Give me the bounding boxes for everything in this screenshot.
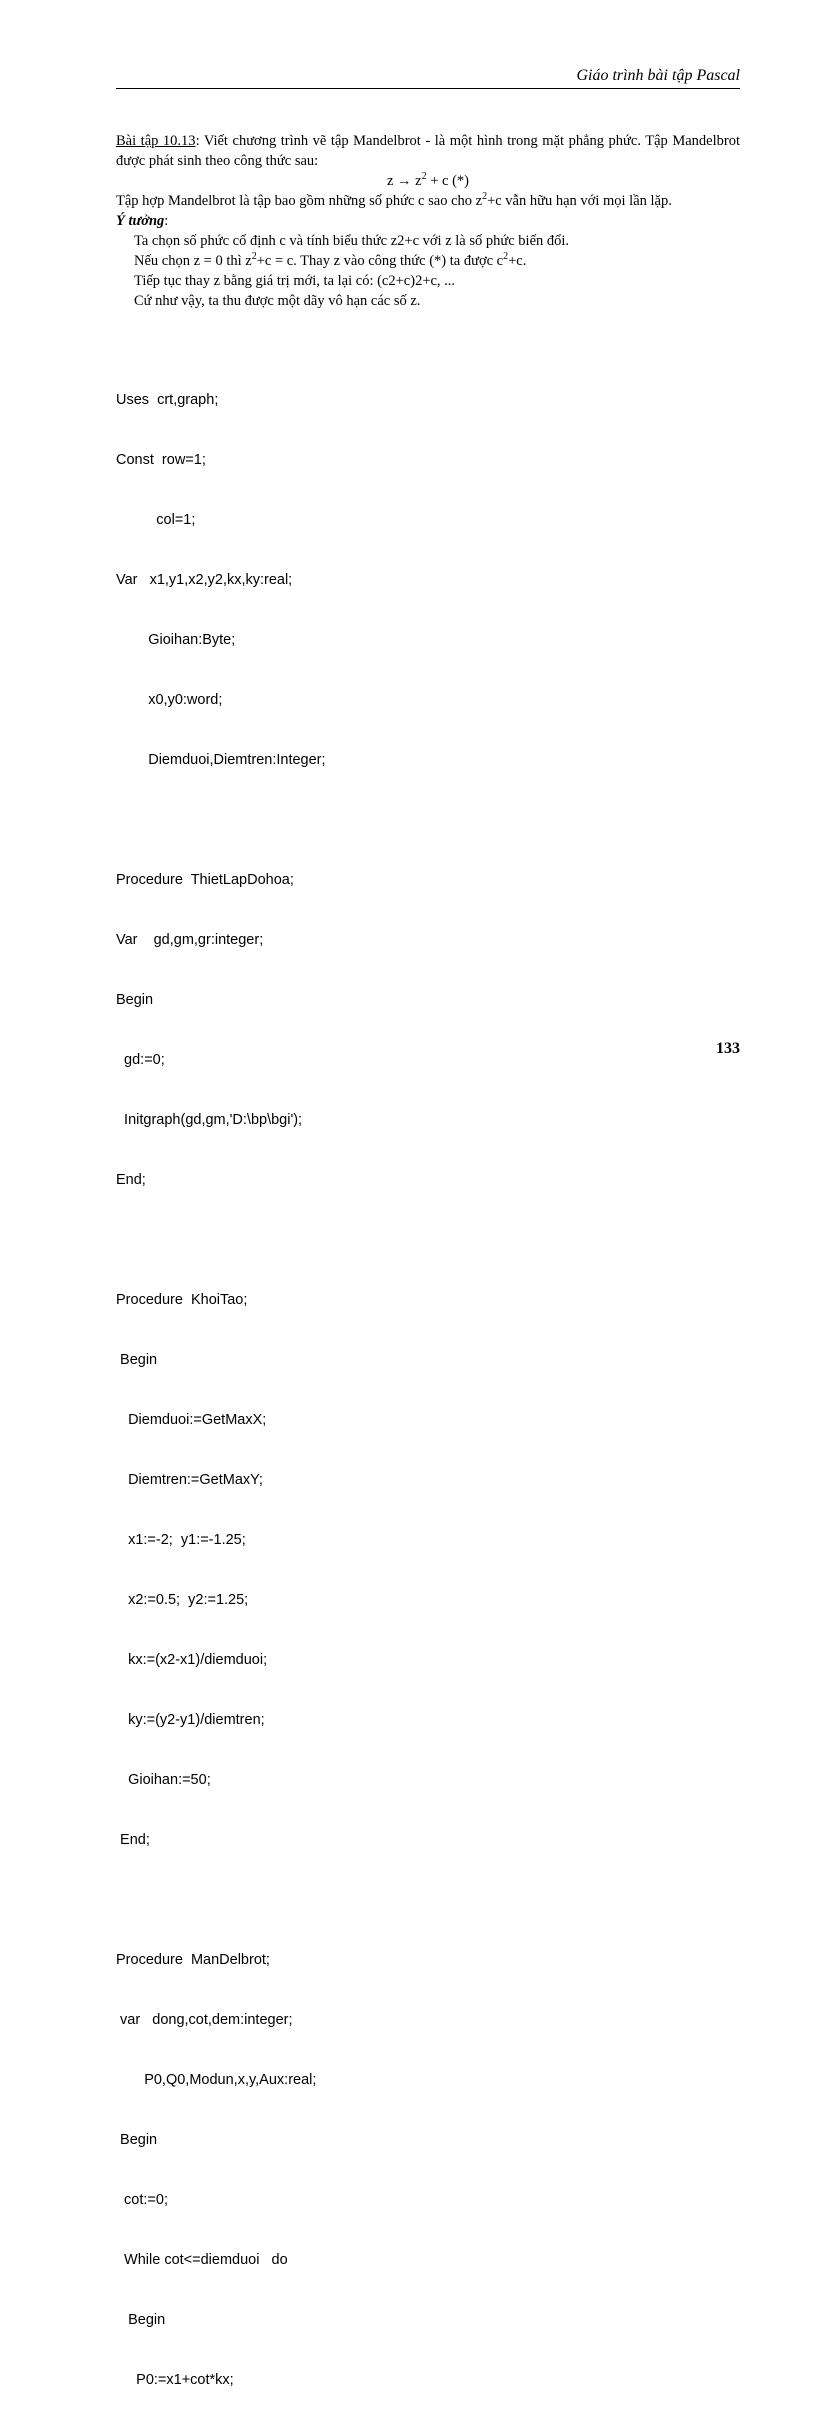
code-line: Procedure ManDelbrot; <box>116 1952 270 1968</box>
idea-heading-text: Ý tưởng <box>116 213 165 229</box>
code-line: Const row=1; <box>116 452 206 468</box>
exercise-statement <box>116 131 740 171</box>
code-line: x2:=0.5; y2:=1.25; <box>116 1592 249 1608</box>
idea-line-2-sup-2: 2 <box>503 251 509 263</box>
idea-line-2-c: +c. <box>508 253 527 269</box>
code-line: Begin <box>116 2312 166 2328</box>
code-line: Var gd,gm,gr:integer; <box>116 932 264 948</box>
idea-line-3: Tiếp tục thay z bằng giá trị mới, ta lại có: (c2+c)2+c, ... <box>134 273 456 289</box>
formula-superscript: 2 <box>421 171 427 183</box>
code-line: Gioihan:=50; <box>116 1772 211 1788</box>
code-line: cot:=0; <box>116 2192 168 2208</box>
code-line: Diemtren:=GetMaxY; <box>116 1472 263 1488</box>
code-line: Gioihan:Byte; <box>116 632 236 648</box>
code-line: Initgraph(gd,gm,'D:\bp\bgi'); <box>116 1112 303 1128</box>
code-line: Diemduoi:=GetMaxX; <box>116 1412 267 1428</box>
mandelbrot-definition <box>116 191 740 211</box>
idea-line-2-b: +c = c. Thay z vào công thức (*) ta được c <box>256 253 504 269</box>
running-header: Giáo trình bài tập Pascal <box>576 67 740 84</box>
code-line: gd:=0; <box>116 1052 165 1068</box>
definition-superscript: 2 <box>482 191 488 203</box>
code-line <box>116 1230 740 1250</box>
page-number: 133 <box>716 1040 740 1057</box>
code-line: Begin <box>116 992 154 1008</box>
code-line: var dong,cot,dem:integer; <box>116 2012 293 2028</box>
code-line: P0,Q0,Modun,x,y,Aux:real; <box>116 2072 317 2088</box>
idea-heading <box>116 211 740 231</box>
pascal-code-listing <box>116 350 740 2410</box>
code-line: Procedure ThietLapDohoa; <box>116 872 294 888</box>
code-line: col=1; <box>116 512 196 528</box>
header-rule <box>116 88 740 89</box>
code-line: End; <box>116 1832 150 1848</box>
code-line: kx:=(x2-x1)/diemduoi; <box>116 1652 268 1668</box>
idea-colon: : <box>164 213 169 229</box>
code-line: ky:=(y2-y1)/diemtren; <box>116 1712 265 1728</box>
exercise-text-1: : Viết chương trình vẽ tập Mandelbrot - là một hình trong mặt phẳng phức. Tập Mandelbrot được phát sinh theo công thức sau: <box>116 133 740 169</box>
idea-line-4: Cứ như vậy, ta thu được một dãy vô hạn các số z. <box>134 293 421 309</box>
idea-line-2-sup-1: 2 <box>251 251 257 263</box>
code-line <box>116 1890 740 1910</box>
formula-part-a: z → z <box>386 173 422 189</box>
code-line: P0:=x1+cot*kx; <box>116 2372 234 2388</box>
code-line: While cot<=diemduoi do <box>116 2252 288 2268</box>
formula <box>116 171 740 191</box>
code-line: Var x1,y1,x2,y2,kx,ky:real; <box>116 572 293 588</box>
formula-part-b: + c (*) <box>426 173 470 189</box>
definition-part-b: +c vẫn hữu hạn với mọi lần lặp. <box>487 193 672 209</box>
definition-part-a: Tập hợp Mandelbrot là tập bao gồm những số phức c sao cho z <box>116 193 483 209</box>
idea-line-1: Ta chọn số phức cố định c và tính biểu thức z2+c với z là số phức biến đổi. <box>134 233 570 249</box>
exercise-label: Bài tập 10.13 <box>116 133 196 149</box>
code-line <box>116 810 740 830</box>
idea-line-2-a: Nếu chọn z = 0 thì z <box>134 253 252 269</box>
code-line: Uses crt,graph; <box>116 392 219 408</box>
code-line: End; <box>116 1172 146 1188</box>
code-line: x0,y0:word; <box>116 692 223 708</box>
idea-line-2 <box>116 251 740 271</box>
code-line: Procedure KhoiTao; <box>116 1292 248 1308</box>
code-line: Begin <box>116 1352 158 1368</box>
code-line: x1:=-2; y1:=-1.25; <box>116 1532 246 1548</box>
code-line: Begin <box>116 2132 158 2148</box>
code-line: Diemduoi,Diemtren:Integer; <box>116 752 326 768</box>
exercise-text <box>116 131 740 311</box>
